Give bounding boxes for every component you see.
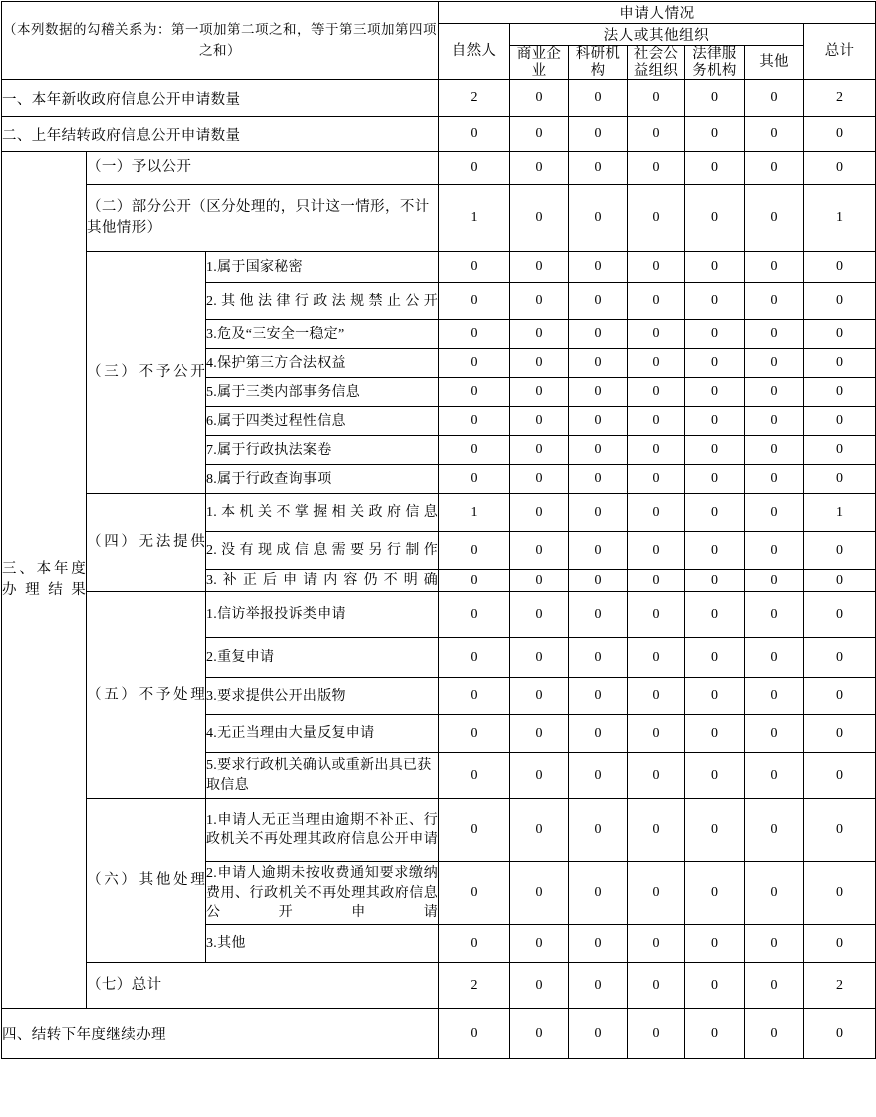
- row-label-g6-1: 1.申请人无正当理由逾期不补正、行政机关不再处理其政府信息公开申请: [206, 799, 439, 862]
- cell-s1-5: 0: [745, 80, 804, 117]
- row-label-g3-5: 5.属于三类内部事务信息: [206, 378, 439, 407]
- cell-g3-2-6: 0: [804, 283, 876, 320]
- cell-g1-6: 0: [804, 152, 876, 185]
- cell-s4-4: 0: [685, 1009, 745, 1059]
- cell-g5-4-5: 0: [745, 715, 804, 753]
- cell-g3-5-2: 0: [569, 378, 628, 407]
- row-label-g5-4: 4.无正当理由大量反复申请: [206, 715, 439, 753]
- cell-g5-5-3: 0: [628, 753, 685, 799]
- cell-g5-2-5: 0: [745, 638, 804, 678]
- row-label-g3-6: 6.属于四类过程性信息: [206, 407, 439, 436]
- cell-g5-2-4: 0: [685, 638, 745, 678]
- cell-g5-2-2: 0: [569, 638, 628, 678]
- cell-g3-5-4: 0: [685, 378, 745, 407]
- cell-g3-1-5: 0: [745, 252, 804, 283]
- cell-g4-3-2: 0: [569, 570, 628, 592]
- cell-g5-1-4: 0: [685, 592, 745, 638]
- row-label-g2: （二）部分公开（区分处理的，只计这一情形，不计其他情形）: [87, 185, 439, 252]
- cell-s1-0: 2: [439, 80, 510, 117]
- cell-g2-6: 1: [804, 185, 876, 252]
- cell-g6-1-3: 0: [628, 799, 685, 862]
- cell-g5-5-5: 0: [745, 753, 804, 799]
- row-label-g5-5: 5.要求行政机关确认或重新出具已获取信息: [206, 753, 439, 799]
- table-row-s2: [2, 117, 876, 152]
- row-label-g5-2: 2.重复申请: [206, 638, 439, 678]
- cell-g6-1-6: 0: [804, 799, 876, 862]
- cell-g3-5-3: 0: [628, 378, 685, 407]
- cell-g3-4-4: 0: [685, 349, 745, 378]
- cell-g3-2-2: 0: [569, 283, 628, 320]
- cell-g3-3-1: 0: [510, 320, 569, 349]
- cell-g3-3-2: 0: [569, 320, 628, 349]
- cell-g1-3: 0: [628, 152, 685, 185]
- table-row-g1: [2, 152, 876, 185]
- cell-s2-5: 0: [745, 117, 804, 152]
- cell-g3-4-2: 0: [569, 349, 628, 378]
- cell-s2-1: 0: [510, 117, 569, 152]
- cell-g5-3-3: 0: [628, 678, 685, 715]
- row-label-g5: （五）不予处理: [87, 592, 206, 799]
- table-row-g2: [2, 185, 876, 252]
- column-natural-person: 自然人: [439, 24, 510, 80]
- cell-g5-1-0: 0: [439, 592, 510, 638]
- cell-g6-1-0: 0: [439, 799, 510, 862]
- cell-g3-1-0: 0: [439, 252, 510, 283]
- cell-g6-3-3: 0: [628, 925, 685, 963]
- legal-entity-group-header: 法人或其他组织: [510, 24, 804, 46]
- row-label-s3: 三、本年度办理结果: [2, 152, 87, 1009]
- column-other: 其他: [745, 46, 804, 80]
- cell-g5-3-6: 0: [804, 678, 876, 715]
- cell-g2-1: 0: [510, 185, 569, 252]
- row-label-g4-2: 2.没有现成信息需要另行制作: [206, 532, 439, 570]
- cell-g4-2-1: 0: [510, 532, 569, 570]
- row-label-g3-4: 4.保护第三方合法权益: [206, 349, 439, 378]
- cell-g6-3-2: 0: [569, 925, 628, 963]
- cell-g3-3-3: 0: [628, 320, 685, 349]
- cell-g5-4-4: 0: [685, 715, 745, 753]
- cell-g3-7-5: 0: [745, 436, 804, 465]
- table-row-s1: [2, 80, 876, 117]
- row-label-g7: （七）总计: [87, 963, 439, 1009]
- cell-g5-3-2: 0: [569, 678, 628, 715]
- cell-g6-3-5: 0: [745, 925, 804, 963]
- cell-g3-2-1: 0: [510, 283, 569, 320]
- cell-g3-6-4: 0: [685, 407, 745, 436]
- column-commercial-enterprise: 商业企业: [510, 46, 569, 80]
- cell-g6-1-2: 0: [569, 799, 628, 862]
- cell-g5-3-1: 0: [510, 678, 569, 715]
- cell-g4-1-6: 1: [804, 494, 876, 532]
- cell-s2-4: 0: [685, 117, 745, 152]
- row-label-g3-2: 2.其他法律行政法规禁止公开: [206, 283, 439, 320]
- cell-g3-5-1: 0: [510, 378, 569, 407]
- cell-g5-2-0: 0: [439, 638, 510, 678]
- row-label-g6-3: 3.其他: [206, 925, 439, 963]
- cell-g4-2-2: 0: [569, 532, 628, 570]
- cell-g5-4-2: 0: [569, 715, 628, 753]
- cell-g5-3-4: 0: [685, 678, 745, 715]
- column-total: 总计: [804, 24, 876, 80]
- cell-g7-3: 0: [628, 963, 685, 1009]
- cell-g4-2-3: 0: [628, 532, 685, 570]
- column-legal-service-org: 法律服务机构: [685, 46, 745, 80]
- cell-g6-1-1: 0: [510, 799, 569, 862]
- cell-s1-3: 0: [628, 80, 685, 117]
- cell-g5-1-5: 0: [745, 592, 804, 638]
- cell-g4-3-6: 0: [804, 570, 876, 592]
- cell-g2-2: 0: [569, 185, 628, 252]
- cell-g3-5-6: 0: [804, 378, 876, 407]
- cell-g3-6-5: 0: [745, 407, 804, 436]
- row-label-g6-2: 2.申请人逾期未按收费通知要求缴纳费用、行政机关不再处理其政府信息公开申请: [206, 862, 439, 925]
- row-label-s1: 一、本年新收政府信息公开申请数量: [2, 80, 439, 117]
- cell-g7-4: 0: [685, 963, 745, 1009]
- cell-g1-2: 0: [569, 152, 628, 185]
- cell-g6-1-4: 0: [685, 799, 745, 862]
- cell-g6-2-3: 0: [628, 862, 685, 925]
- cell-s4-3: 0: [628, 1009, 685, 1059]
- table-row-g4-1: [2, 494, 876, 532]
- row-label-s2: 二、上年结转政府信息公开申请数量: [2, 117, 439, 152]
- cell-s2-6: 0: [804, 117, 876, 152]
- cell-g3-8-0: 0: [439, 465, 510, 494]
- cell-g3-1-4: 0: [685, 252, 745, 283]
- applicant-group-header: 申请人情况: [439, 2, 876, 24]
- cell-g5-4-6: 0: [804, 715, 876, 753]
- cell-g5-3-0: 0: [439, 678, 510, 715]
- cell-s2-0: 0: [439, 117, 510, 152]
- cell-g3-8-2: 0: [569, 465, 628, 494]
- cell-g5-4-1: 0: [510, 715, 569, 753]
- cell-g6-1-5: 0: [745, 799, 804, 862]
- cell-g5-5-6: 0: [804, 753, 876, 799]
- cell-g5-2-6: 0: [804, 638, 876, 678]
- cell-g3-8-4: 0: [685, 465, 745, 494]
- cell-g7-5: 0: [745, 963, 804, 1009]
- cell-g3-2-5: 0: [745, 283, 804, 320]
- cell-s2-2: 0: [569, 117, 628, 152]
- cell-g4-2-4: 0: [685, 532, 745, 570]
- cell-g4-2-5: 0: [745, 532, 804, 570]
- cell-g3-1-3: 0: [628, 252, 685, 283]
- cell-g4-3-5: 0: [745, 570, 804, 592]
- row-label-g3-7: 7.属于行政执法案卷: [206, 436, 439, 465]
- cell-g3-1-1: 0: [510, 252, 569, 283]
- cell-g3-1-6: 0: [804, 252, 876, 283]
- table-row-g7: [2, 963, 876, 1009]
- cell-g7-1: 0: [510, 963, 569, 1009]
- table-header-row-1: [2, 2, 876, 24]
- cell-g3-5-0: 0: [439, 378, 510, 407]
- cell-g3-4-3: 0: [628, 349, 685, 378]
- cell-g7-0: 2: [439, 963, 510, 1009]
- cell-g3-8-3: 0: [628, 465, 685, 494]
- cell-s4-6: 0: [804, 1009, 876, 1059]
- cell-g3-7-6: 0: [804, 436, 876, 465]
- table-row-g5-1: [2, 592, 876, 638]
- row-label-g3-1: 1.属于国家秘密: [206, 252, 439, 283]
- cell-g6-2-4: 0: [685, 862, 745, 925]
- cell-g2-5: 0: [745, 185, 804, 252]
- cell-g6-3-6: 0: [804, 925, 876, 963]
- cell-g1-0: 0: [439, 152, 510, 185]
- row-label-g3-3: 3.危及“三安全一稳定”: [206, 320, 439, 349]
- cell-g4-1-1: 0: [510, 494, 569, 532]
- cell-g5-1-3: 0: [628, 592, 685, 638]
- cell-g4-2-0: 0: [439, 532, 510, 570]
- row-label-g1: （一）予以公开: [87, 152, 439, 185]
- cell-g6-2-1: 0: [510, 862, 569, 925]
- cell-g6-2-2: 0: [569, 862, 628, 925]
- cell-g5-4-0: 0: [439, 715, 510, 753]
- cell-g3-7-1: 0: [510, 436, 569, 465]
- cell-g4-1-2: 0: [569, 494, 628, 532]
- cell-g3-5-5: 0: [745, 378, 804, 407]
- cell-g2-3: 0: [628, 185, 685, 252]
- cell-g3-6-2: 0: [569, 407, 628, 436]
- cell-g4-1-0: 1: [439, 494, 510, 532]
- cell-g3-7-2: 0: [569, 436, 628, 465]
- cell-s2-3: 0: [628, 117, 685, 152]
- disclosure-application-table: [1, 1, 876, 1059]
- cell-g5-4-3: 0: [628, 715, 685, 753]
- cell-g3-3-0: 0: [439, 320, 510, 349]
- cell-g3-4-6: 0: [804, 349, 876, 378]
- cell-g7-2: 0: [569, 963, 628, 1009]
- cell-g4-3-3: 0: [628, 570, 685, 592]
- cell-g3-3-4: 0: [685, 320, 745, 349]
- cell-g5-1-2: 0: [569, 592, 628, 638]
- cell-g4-1-3: 0: [628, 494, 685, 532]
- cell-g5-2-1: 0: [510, 638, 569, 678]
- cell-g3-7-4: 0: [685, 436, 745, 465]
- cell-g1-4: 0: [685, 152, 745, 185]
- row-label-g6: （六）其他处理: [87, 799, 206, 963]
- cell-g5-1-1: 0: [510, 592, 569, 638]
- row-label-g3: （三）不予公开: [87, 252, 206, 494]
- row-label-g5-3: 3.要求提供公开出版物: [206, 678, 439, 715]
- cell-s1-6: 2: [804, 80, 876, 117]
- cell-g6-2-6: 0: [804, 862, 876, 925]
- cell-s4-1: 0: [510, 1009, 569, 1059]
- cell-g6-2-0: 0: [439, 862, 510, 925]
- cell-s1-2: 0: [569, 80, 628, 117]
- cell-g3-7-0: 0: [439, 436, 510, 465]
- cell-s1-4: 0: [685, 80, 745, 117]
- cell-g5-5-1: 0: [510, 753, 569, 799]
- cell-g6-3-1: 0: [510, 925, 569, 963]
- cell-g2-4: 0: [685, 185, 745, 252]
- cell-g3-2-0: 0: [439, 283, 510, 320]
- cell-g3-6-6: 0: [804, 407, 876, 436]
- cell-g4-3-0: 0: [439, 570, 510, 592]
- table-row-s4: [2, 1009, 876, 1059]
- cell-g4-1-5: 0: [745, 494, 804, 532]
- cell-g3-8-5: 0: [745, 465, 804, 494]
- cell-g3-4-1: 0: [510, 349, 569, 378]
- cell-g3-1-2: 0: [569, 252, 628, 283]
- cell-g3-8-1: 0: [510, 465, 569, 494]
- cell-g1-1: 0: [510, 152, 569, 185]
- cell-g4-3-1: 0: [510, 570, 569, 592]
- cell-g5-1-6: 0: [804, 592, 876, 638]
- cell-g1-5: 0: [745, 152, 804, 185]
- cell-g3-6-0: 0: [439, 407, 510, 436]
- cell-g5-3-5: 0: [745, 678, 804, 715]
- cell-g6-3-0: 0: [439, 925, 510, 963]
- cell-g5-5-2: 0: [569, 753, 628, 799]
- cell-g3-8-6: 0: [804, 465, 876, 494]
- cell-g5-2-3: 0: [628, 638, 685, 678]
- cell-s4-0: 0: [439, 1009, 510, 1059]
- cell-g3-2-3: 0: [628, 283, 685, 320]
- table-row-g6-1: [2, 799, 876, 862]
- cell-g3-6-3: 0: [628, 407, 685, 436]
- cell-g3-7-3: 0: [628, 436, 685, 465]
- cell-g2-0: 1: [439, 185, 510, 252]
- cell-g4-2-6: 0: [804, 532, 876, 570]
- row-label-g4-1: 1.本机关不掌握相关政府信息: [206, 494, 439, 532]
- cell-g4-3-4: 0: [685, 570, 745, 592]
- cell-g3-4-0: 0: [439, 349, 510, 378]
- cell-g4-1-4: 0: [685, 494, 745, 532]
- row-label-g3-8: 8.属于行政查询事项: [206, 465, 439, 494]
- cell-g3-3-6: 0: [804, 320, 876, 349]
- cell-g7-6: 2: [804, 963, 876, 1009]
- column-public-welfare-org: 社会公益组织: [628, 46, 685, 80]
- cell-s4-5: 0: [745, 1009, 804, 1059]
- row-label-g5-1: 1.信访举报投诉类申请: [206, 592, 439, 638]
- cell-g3-2-4: 0: [685, 283, 745, 320]
- cell-g6-3-4: 0: [685, 925, 745, 963]
- column-research-institution: 科研机构: [569, 46, 628, 80]
- row-label-g4: （四）无法提供: [87, 494, 206, 592]
- cell-s4-2: 0: [569, 1009, 628, 1059]
- cell-g3-6-1: 0: [510, 407, 569, 436]
- cell-g3-4-5: 0: [745, 349, 804, 378]
- row-label-g4-3: 3.补正后申请内容仍不明确: [206, 570, 439, 592]
- cell-s1-1: 0: [510, 80, 569, 117]
- row-label-s4: 四、结转下年度继续办理: [2, 1009, 439, 1059]
- cross-check-note: （本列数据的勾稽关系为：第一项加第二项之和，等于第三项加第四项之和）: [2, 2, 439, 80]
- table-row-g3-1: [2, 252, 876, 283]
- cell-g5-5-0: 0: [439, 753, 510, 799]
- cell-g6-2-5: 0: [745, 862, 804, 925]
- cell-g5-5-4: 0: [685, 753, 745, 799]
- cell-g3-3-5: 0: [745, 320, 804, 349]
